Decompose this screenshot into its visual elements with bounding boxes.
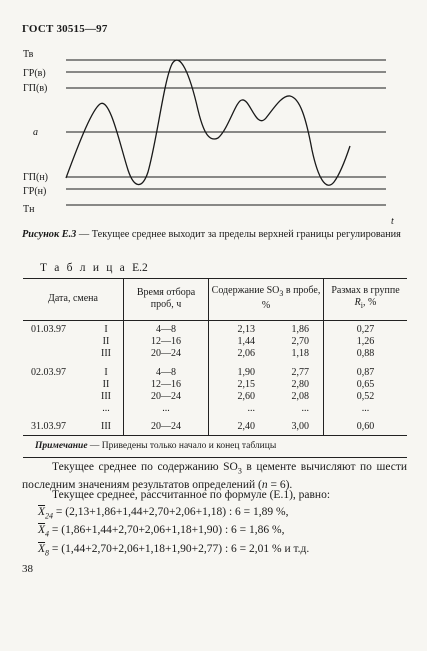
cell-value-1: 2,06 [209, 348, 264, 364]
header-range-prefix: Размах в группе [331, 285, 400, 296]
formula-sub: 24 [45, 511, 54, 521]
table-title-word: Т а б л и ц а [40, 262, 133, 274]
table-note-row [23, 436, 407, 458]
formula-line [38, 506, 289, 520]
label-gp-v: ГП(в) [23, 83, 48, 94]
cell-value-1: ... [209, 403, 264, 415]
cell-value-2: ... [301, 403, 309, 414]
cell-range: ... [324, 403, 408, 415]
cell-value-1: 1,44 [209, 336, 264, 348]
caption-text: — Текущее среднее выходит за пределы верхней границы регулирования [76, 229, 401, 240]
cell-range: 0,88 [324, 348, 408, 364]
data-table [23, 278, 407, 458]
note-lead: Примечание [35, 441, 88, 451]
label-tn: Тн [23, 204, 35, 215]
label-gr-n: ГР(н) [23, 186, 47, 197]
formula-var: $\overline{X}$ [38, 543, 46, 555]
p1-sub: 3 [237, 466, 242, 476]
table-row [23, 321, 407, 337]
cell-range: 0,60 [324, 415, 408, 436]
cell-value-2: 2,08 [291, 391, 309, 402]
label-tv: Тв [23, 49, 34, 60]
header-time-text: Время отбора проб, ч [136, 286, 196, 310]
table-row [23, 379, 407, 391]
header-date: Дата, смена [23, 279, 124, 321]
cell-shift: III [101, 391, 111, 402]
cell-date [23, 336, 89, 348]
label-gp-n: ГП(н) [23, 172, 49, 183]
formula-sub: 8 [45, 548, 50, 558]
cell-value-1: 2,40 [209, 415, 264, 436]
cell-value-2: 2,77 [291, 367, 309, 378]
cell-shift: II [102, 336, 110, 347]
formula-expr: = (2,13+1,86+1,44+2,70+2,06+1,18) : 6 = 1,89 %, [53, 506, 289, 518]
cell-value-1: 2,15 [209, 379, 264, 391]
formula-var: $\overline{X}$ [38, 524, 46, 536]
p1-n: n [261, 479, 268, 492]
cell-shift: I [104, 367, 108, 378]
header-time [124, 279, 209, 321]
cell-time: 4—8 [124, 364, 209, 379]
cell-date: 02.03.97 [31, 367, 66, 378]
cell-date [23, 348, 89, 364]
label-gr-v: ГР(в) [23, 68, 46, 79]
cell-shift: ... [102, 403, 110, 414]
cell-time: 20—24 [124, 391, 209, 403]
p1-part-a: Текущее среднее по содержанию SO [52, 461, 238, 473]
table-title-number: Е.2 [132, 262, 148, 274]
cell-shift: III [101, 348, 111, 359]
label-a: a [33, 127, 38, 138]
table-row [23, 348, 407, 364]
p1-part-c: = 6). [267, 479, 293, 492]
caption-lead: Рисунок Е.3 [22, 229, 77, 240]
figure-caption [22, 228, 407, 241]
cell-time: ... [124, 403, 209, 415]
cell-value-1: 2,13 [209, 321, 264, 337]
cell-value-2: 3,00 [291, 421, 309, 432]
cell-range: 0,52 [324, 391, 408, 403]
page-header: ГОСТ 30515—97 [22, 23, 108, 35]
cell-date [23, 403, 89, 415]
cell-time: 20—24 [124, 348, 209, 364]
cell-shift: I [104, 324, 108, 335]
table-row [23, 403, 407, 415]
cell-range: 1,26 [324, 336, 408, 348]
cell-value-2: 2,80 [291, 379, 309, 390]
cell-shift: III [101, 421, 111, 432]
cell-time: 20—24 [124, 415, 209, 436]
formula-sub: 4 [45, 529, 50, 539]
cell-time: 4—8 [124, 321, 209, 337]
cell-time: 12—16 [124, 336, 209, 348]
cell-value-1: 1,90 [209, 364, 264, 379]
formula-line [38, 524, 285, 538]
cell-date [23, 391, 89, 403]
paragraph-formula-intro: Текущее среднее, рассчитанное по формуле (Е.1), равно: [52, 489, 331, 501]
header-range-var: R [354, 297, 361, 308]
cell-value-2: 1,86 [291, 324, 309, 335]
formula-expr: = (1,86+1,44+2,70+2,06+1,18+1,90) : 6 = 1,86 %, [49, 524, 285, 536]
note-text: — Приведены только начало и конец таблицы [87, 441, 277, 451]
header-so3-suffix: в пробе, % [261, 285, 321, 311]
cell-value-2: 1,18 [291, 348, 309, 359]
table-row [23, 415, 407, 436]
header-range-sub: i [360, 301, 363, 310]
cell-date: 31.03.97 [31, 421, 66, 432]
cell-date [23, 379, 89, 391]
table-row [23, 336, 407, 348]
cell-range: 0,27 [324, 321, 408, 337]
header-so3-prefix: Содержание SO [211, 285, 280, 296]
table-row [23, 364, 407, 379]
formula-expr: = (1,44+2,70+2,06+1,18+1,90+2,77) : 6 = 2,01 % и т.д. [49, 543, 310, 555]
header-so3 [209, 279, 324, 321]
table-note [23, 436, 407, 458]
control-chart-figure [0, 40, 427, 240]
header-so3-sub: 3 [279, 289, 284, 298]
cell-value-2: 2,70 [291, 336, 309, 347]
p1-part-b: в цементе вычисляют по шести последним значениям результатов определений ( [22, 461, 407, 492]
cell-range: 0,65 [324, 379, 408, 391]
cell-range: 0,87 [324, 364, 408, 379]
cell-shift: II [102, 379, 110, 390]
cell-date: 01.03.97 [31, 324, 66, 335]
table-header-row [23, 279, 407, 321]
data-table-wrapper [23, 278, 407, 458]
table-title [40, 262, 148, 274]
formula-var: $\overline{X}$ [38, 506, 46, 518]
table-row [23, 391, 407, 403]
running-mean-curve [66, 60, 350, 185]
cell-value-1: 2,60 [209, 391, 264, 403]
header-range [324, 279, 408, 321]
formula-line [38, 543, 309, 557]
label-t: t [391, 216, 394, 227]
header-range-suffix: , % [363, 297, 377, 308]
cell-time: 12—16 [124, 379, 209, 391]
page-number: 38 [22, 563, 33, 575]
